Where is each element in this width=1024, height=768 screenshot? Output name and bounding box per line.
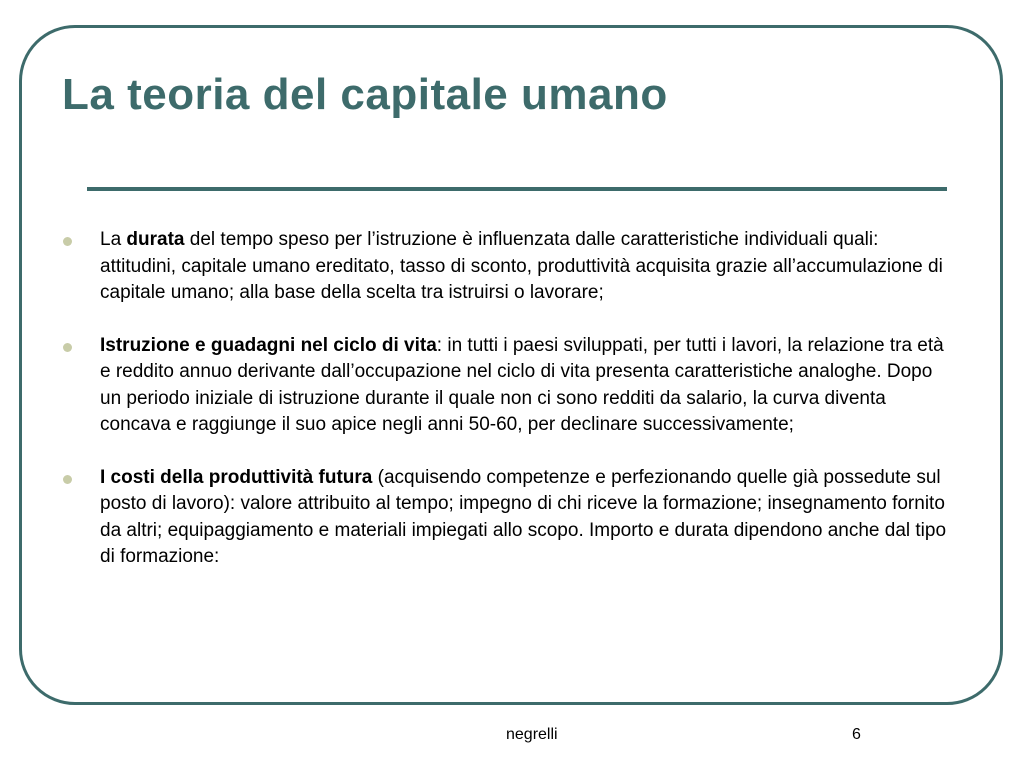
slide-title: La teoria del capitale umano bbox=[62, 70, 668, 119]
bullet-text-bold: I costi della produttività futura bbox=[100, 466, 373, 488]
bullet-item bbox=[60, 227, 950, 307]
page-number: 6 bbox=[852, 726, 861, 743]
bullet-text-bold: durata bbox=[126, 229, 185, 250]
bullet-text-post: (acquisendo competenze e perfezionando quelle già possedute sul posto di lavoro): valore attribuito al tempo; impegno di chi riceve la formazione; insegnamento fornito da altri; equipaggiamento e materiali impiegati allo scopo. Importo e durata dipendono anche dal tipo di formazione: bbox=[100, 466, 947, 567]
bullet-dot-icon bbox=[63, 343, 72, 352]
bullet-item bbox=[60, 465, 950, 571]
bullet-text-bold: Istruzione e guadagni nel ciclo di vita bbox=[100, 334, 437, 356]
bullet-item bbox=[60, 333, 950, 439]
bullet-dot-icon bbox=[63, 237, 72, 246]
bullet-text-post: del tempo speso per l’istruzione è influenzata dalle caratteristiche individuali quali: attitudini, capitale umano ereditato, tasso di sconto, produttività acquisita grazie all’accumulazione di capitale umano; alla base della scelta tra istruirsi o lavorare; bbox=[100, 229, 943, 303]
bullet-text-pre: La bbox=[100, 229, 127, 250]
title-divider bbox=[87, 187, 947, 191]
bullet-list bbox=[60, 227, 950, 571]
bullet-text-post: : in tutti i paesi sviluppati, per tutti i lavori, la relazione tra età e reddito annuo derivante dall’occupazione nel ciclo di vita presenta caratteristiche analoghe. Dopo un periodo iniziale di istruzione durante il quale non ci sono redditi da salario, la curva diventa concava e raggiunge il suo apice negli anni 50-60, per declinare successivamente; bbox=[100, 334, 944, 435]
bullet-dot-icon bbox=[63, 475, 72, 484]
footer-author: negrelli bbox=[506, 726, 558, 743]
